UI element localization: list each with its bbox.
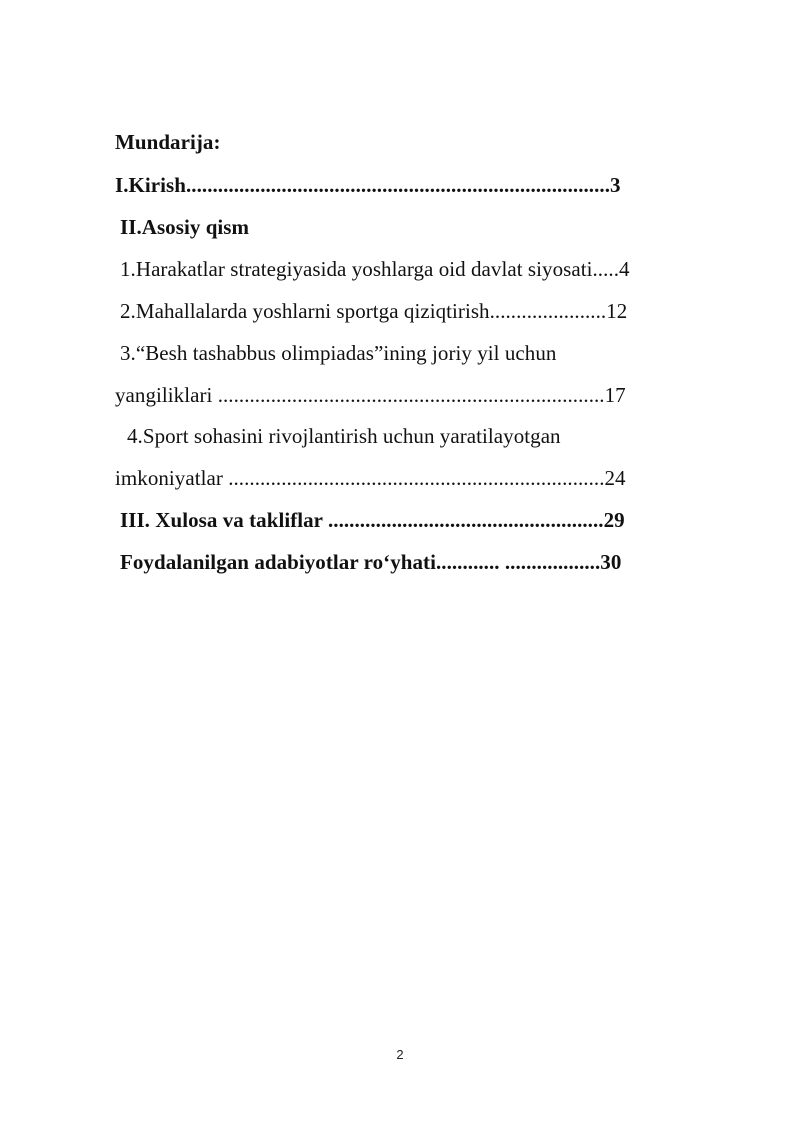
toc-entry-section-4-line-1: 4.Sport sohasini rivojlantirish uchun yaratilayotgan xyxy=(127,424,561,448)
page-number: 2 xyxy=(396,1047,404,1062)
toc-entry-section-4-line-2: imkoniyatlar .......................................................................24 xyxy=(115,466,626,490)
toc-entry-section-3-line-1: 3.“Besh tashabbus olimpiadas”ining joriy yil uchun xyxy=(120,341,557,365)
toc-entry-conclusion: III. Xulosa va takliflar ....................................................29 xyxy=(120,508,625,532)
toc-entry-introduction: I.Kirish................................................................................3 xyxy=(115,173,621,197)
toc-entry-main-part: II.Asosiy qism xyxy=(120,215,250,239)
toc-entry-section-3-line-2: yangiliklari .........................................................................17 xyxy=(115,383,626,407)
toc-entry-references: Foydalanilgan adabiyotlar ro‘yhati............ ..................30 xyxy=(120,550,622,574)
toc-entry-section-1: 1.Harakatlar strategiyasida yoshlarga oid davlat siyosati.....4 xyxy=(120,257,630,281)
toc-entry-section-2: 2.Mahallalarda yoshlarni sportga qiziqtirish......................12 xyxy=(120,299,628,323)
toc-heading: Mundarija: xyxy=(115,130,221,154)
